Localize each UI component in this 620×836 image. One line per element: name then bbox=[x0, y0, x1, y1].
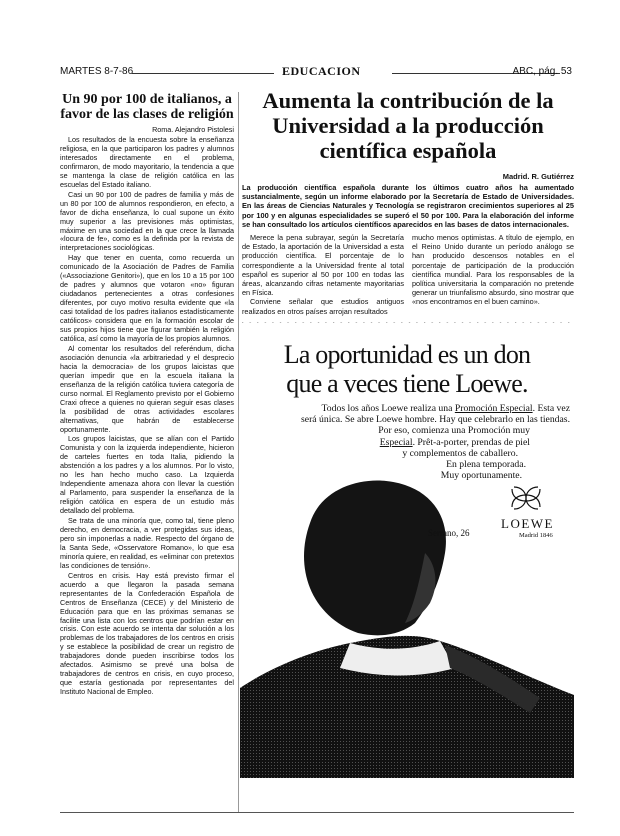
issue-date: MARTES 8-7-86 bbox=[60, 66, 134, 77]
right-article-columns bbox=[242, 233, 574, 316]
text-column bbox=[412, 233, 574, 316]
paragraph: Hay que tener en cuenta, como recuerda un comunicado de la Asociación de Padres de Familia («Associazione Genitori»), que en los 10 a 15 por 100 de padres y alumnos que votaron «no» figuran ciudadanos pertenecientes a otras confesiones diferentes, por cuyo motivo resulta evidente que «la casi totalidad de los padres italianos estadísticamente católicos» considera que en la formación escolar de sus propios hijos tiene que figurar también la religión católica, así como la mayoría de los propios alumnos. bbox=[60, 253, 234, 343]
ad-copy-line: Por eso, comienza una Promoción muy bbox=[378, 425, 530, 437]
paragraph: Centros en crisis. Hay está previsto firmar el acuerdo a que llegaron la pasada semana representantes de la Confederación Española de Centros de Enseñanza (CECE) y del Ministerio de Educación para que en las próximas semanas se facilite una lista con los centros que podrían estar en crisis. Con este acuerdo se intenta dar solución a los problemas de los trabajadores de los centros en crisis y se establece la posibilidad de crear un registro de trabajadores donde pueden inscribirse todos los afectados. Asimismo se prevé una bolsa de trabajadores de centros en crisis, en cuyo proceso, que estaría gestionada por representantes del Instituto Nacional de Empleo. bbox=[60, 570, 234, 697]
paragraph: Al comentar los resultados del referéndum, dicha asociación denuncia «la arbitrariedad y el desprecio hacia la democracia» de los grupos laicistas que querían impedir que en la escuela italiana la enseñanza de la religión católica tuviera categoría de curso normal. El Reglamento previsto por el Gobierno Craxi ofrece a quienes no quieran seguir esas clases la posibilidad de otras actividades escolares alternativas, que habrán de establecerse oportunamente. bbox=[60, 343, 234, 434]
right-article-byline: Madrid. R. Gutiérrez bbox=[502, 172, 574, 181]
page-number: ABC, pág. 53 bbox=[512, 66, 572, 77]
paragraph: Merece la pena subrayar, según la Secretaría de Estado, la aportación de la Universidad a esta producción científica. El porcentaje de lo correspondiente a la Universidad frente al total español es superior al 50 por 100 en todas las áreas, alcanzando cifras netamente mayoritarias en Física. bbox=[242, 233, 404, 298]
ad-copy-line: En plena temporada. bbox=[446, 459, 526, 471]
ad-headline-line: que a veces tiene Loewe. bbox=[286, 369, 528, 398]
page-header bbox=[60, 66, 572, 80]
right-article-lead: La producción científica española durante los últimos cuatro años ha aumentado sustancialmente, según un informe elaborado por la Secretaría de Estado de Universidades. En las áreas de Ciencias Naturales y Tecnología se registraron crecimientos superiores al 25 por 100 y en algunas especialidades se superó el 50 por 100. Para la elaboración del informe se han consultado los artículos científicos aparecidos en las bases de datos internacionales. bbox=[242, 183, 574, 229]
ad-headline bbox=[240, 340, 574, 398]
brand-wordmark: LOEWE bbox=[501, 516, 554, 531]
paragraph: Se trata de una minoría que, como tal, tiene pleno derecho, en democracia, a ver protegidas sus ideas, pero sin imponerlas a nadie. Respecto del órgano de la Santa Sede, «Osservatore Romano», lo que esa minoría quiere, en realidad, es «eliminar con pretextos las condiciones de tensión». bbox=[60, 516, 234, 570]
text-column bbox=[242, 233, 404, 316]
paragraph: Casi un 90 por 100 de padres de familia y más de un 80 por 100 de alumnos respondieron, en efecto, a favor de dicha enseñanza, lo cual supone un éxito muy superior a las previsiones más optimistas, máxime en una sociedad en la que crece la llamada «locura de fe», como es la definida por la revista de interpretaciones sociológicas. bbox=[60, 189, 234, 253]
section-title: EDUCACION bbox=[282, 64, 361, 78]
ad-copy-line: y complementos de caballero. bbox=[402, 447, 518, 459]
paragraph: Los grupos laicistas, que se alían con el Partido Comunista y con la izquierda independiente, hicieron de carteles fuertes en toda Italia, pidiendo la abstención a los padres y a los alumnos. Por lo visto, no les han hecho mucho caso. La Izquierda Independiente amenaza ahora con llevar la cuestión al Parlamento, para suspender la enseñanza de la religión católica en espera de un estudio más detallado del problema. bbox=[60, 434, 234, 516]
ad-headline-line: La oportunidad es un don bbox=[283, 340, 531, 369]
left-article bbox=[60, 92, 234, 698]
column-divider bbox=[238, 92, 239, 812]
loewe-advertisement bbox=[240, 323, 574, 778]
left-article-byline: Roma. Alejandro Pistolesi bbox=[152, 125, 234, 134]
loewe-logo-icon bbox=[508, 483, 544, 513]
bottom-divider bbox=[60, 812, 574, 813]
brand-tagline: Madrid 1846 bbox=[519, 532, 553, 539]
left-article-body bbox=[60, 136, 234, 697]
ad-copy-line: Muy oportunamente. bbox=[440, 470, 522, 482]
ad-copy-line: será única. Se abre Loewe hombre. Hay que celebrarlo en las tiendas. bbox=[301, 414, 570, 426]
right-article bbox=[242, 88, 574, 328]
paragraph: Conviene señalar que estudios antiguos realizados en otros países arrojan resultados bbox=[242, 297, 404, 316]
right-article-title: Aumenta la contribución de la Universidad a la producción científica española bbox=[262, 88, 554, 163]
ad-copy-line: Todos los años Loewe realiza una Promoción Especial. Esta vez bbox=[321, 403, 570, 414]
store-address: Serrano, 26 bbox=[428, 528, 470, 538]
header-divider bbox=[132, 73, 274, 74]
ad-copy-line: Especial. Prêt-a-porter, prendas de piel bbox=[379, 436, 530, 448]
left-article-title: Un 90 por 100 de italianos, a favor de las clases de religión bbox=[60, 92, 234, 122]
paragraph: mucho menos optimistas. A título de ejemplo, en el Reino Unido durante un período análogo se han producido descensos notables en el porcentaje de participación de la producción científica mundial. Para los responsables de la política universitaria la comparación no pretende generar un triunfalismo absurdo, sino mostrar que «nos encontramos en el buen camino». bbox=[412, 233, 574, 307]
paragraph: Los resultados de la encuesta sobre la enseñanza religiosa, en la que participaron los padres y alumnos interesados directamente en el problema, confirmaron, de modo mayoritario, la tendencia a que se mantenga la clase de religión católica en las escuelas del Estado italiano. bbox=[60, 135, 234, 189]
ad-copy bbox=[260, 403, 570, 481]
